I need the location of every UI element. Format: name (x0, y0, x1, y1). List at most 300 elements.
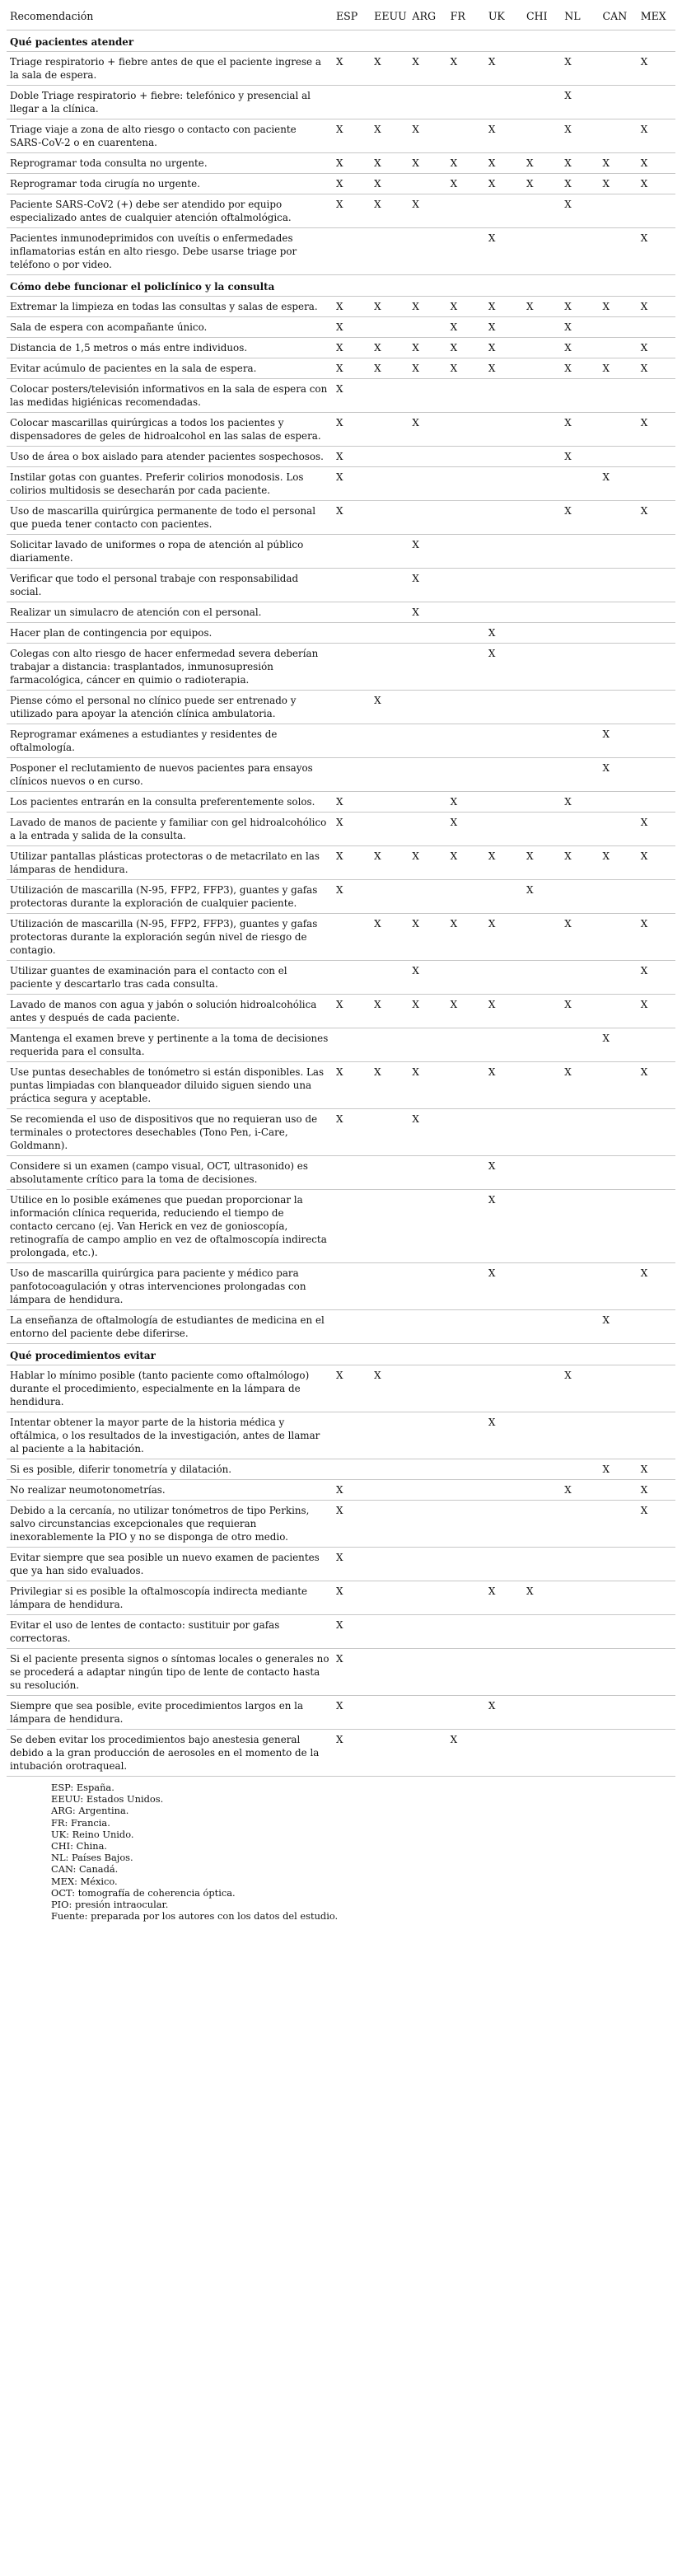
mark-cell-nl (561, 1459, 599, 1480)
mark-cell-uk: X (485, 914, 523, 961)
mark-cell-chi (523, 1615, 561, 1649)
mark-cell-chi (523, 1649, 561, 1696)
mark-cell-arg (409, 228, 446, 275)
mark-cell-fr: X (447, 338, 485, 358)
table-row (7, 1480, 675, 1501)
mark-cell-eeuu: X (371, 174, 409, 194)
mark-cell-can (599, 1365, 637, 1412)
mark-cell-esp (333, 623, 371, 644)
mark-cell-chi (523, 792, 561, 813)
mark-cell-uk: X (485, 846, 523, 880)
mark-cell-fr (447, 1696, 485, 1730)
mark-cell-arg (409, 1263, 446, 1310)
table-row (7, 447, 675, 467)
note-line: PIO: presión intraocular. (51, 1899, 169, 1911)
mark-cell-chi (523, 914, 561, 961)
table-row (7, 467, 675, 501)
recommendation-text: Se deben evitar los procedimientos bajo anestesia general debido a la gran producción de aerosoles en el momento de la intubación orotraqueal. (7, 1730, 333, 1777)
note-line: CAN: Canadá. (51, 1863, 119, 1876)
mark-cell-mex (638, 1310, 675, 1344)
mark-cell-chi (523, 1696, 561, 1730)
mark-cell-eeuu: X (371, 52, 409, 86)
mark-cell-uk (485, 792, 523, 813)
mark-cell-can (599, 228, 637, 275)
recommendation-text: Evitar acúmulo de pacientes en la sala de espera. (7, 358, 333, 379)
mark-cell-esp: X (333, 358, 371, 379)
mark-cell-nl (561, 1696, 599, 1730)
mark-cell-chi: X (523, 153, 561, 174)
mark-cell-arg (409, 623, 446, 644)
table-row (7, 1730, 675, 1777)
mark-cell-nl: X (561, 914, 599, 961)
section-header-row (7, 30, 675, 52)
mark-cell-can (599, 1615, 637, 1649)
mark-cell-chi (523, 602, 561, 623)
mark-cell-fr (447, 724, 485, 758)
mark-cell-esp: X (333, 174, 371, 194)
mark-cell-mex (638, 1615, 675, 1649)
section-header-row (7, 275, 675, 297)
mark-cell-uk (485, 724, 523, 758)
mark-cell-nl: X (561, 846, 599, 880)
mark-cell-nl: X (561, 792, 599, 813)
mark-cell-fr: X (447, 153, 485, 174)
mark-cell-esp (333, 1156, 371, 1190)
mark-cell-can (599, 1501, 637, 1548)
mark-cell-mex (638, 379, 675, 413)
mark-cell-chi (523, 1548, 561, 1581)
mark-cell-can (599, 1412, 637, 1459)
mark-cell-nl: X (561, 194, 599, 228)
mark-cell-mex (638, 467, 675, 501)
recommendation-text: No realizar neumotonometrías. (7, 1480, 333, 1501)
mark-cell-chi (523, 52, 561, 86)
mark-cell-eeuu (371, 317, 409, 338)
mark-cell-chi (523, 961, 561, 995)
mark-cell-eeuu (371, 758, 409, 792)
header-country-esp: ESP (333, 5, 371, 30)
mark-cell-mex: X (638, 338, 675, 358)
mark-cell-arg (409, 501, 446, 535)
mark-cell-fr (447, 691, 485, 724)
mark-cell-chi (523, 358, 561, 379)
mark-cell-can (599, 792, 637, 813)
table-row (7, 846, 675, 880)
mark-cell-chi (523, 1459, 561, 1480)
mark-cell-uk (485, 501, 523, 535)
recommendation-text: Extremar la limpieza en todas las consultas y salas de espera. (7, 297, 333, 317)
mark-cell-uk (485, 379, 523, 413)
mark-cell-esp (333, 691, 371, 724)
mark-cell-fr: X (447, 358, 485, 379)
mark-cell-can (599, 1649, 637, 1696)
mark-cell-nl (561, 623, 599, 644)
mark-cell-eeuu (371, 813, 409, 846)
mark-cell-uk: X (485, 338, 523, 358)
table-row (7, 1548, 675, 1581)
mark-cell-mex (638, 1730, 675, 1777)
table-row (7, 623, 675, 644)
mark-cell-mex (638, 569, 675, 602)
mark-cell-nl (561, 535, 599, 569)
mark-cell-mex (638, 880, 675, 914)
table-row (7, 228, 675, 275)
mark-cell-mex (638, 792, 675, 813)
mark-cell-arg: X (409, 194, 446, 228)
mark-cell-fr: X (447, 52, 485, 86)
mark-cell-mex: X (638, 52, 675, 86)
header-country-chi: CHI (523, 5, 561, 30)
mark-cell-fr (447, 379, 485, 413)
mark-cell-uk (485, 1548, 523, 1581)
recommendation-text: Triage respiratorio + fiebre antes de que el paciente ingrese a la sala de espera. (7, 52, 333, 86)
recommendation-text: Hacer plan de contingencia por equipos. (7, 623, 333, 644)
mark-cell-can (599, 602, 637, 623)
mark-cell-uk (485, 880, 523, 914)
mark-cell-mex (638, 317, 675, 338)
mark-cell-can (599, 623, 637, 644)
mark-cell-eeuu (371, 467, 409, 501)
note-line: ARG: Argentina. (51, 1805, 129, 1817)
mark-cell-can: X (599, 358, 637, 379)
mark-cell-fr (447, 758, 485, 792)
recommendation-text: Utilizar pantallas plásticas protectoras o de metacrilato en las lámparas de hendidura. (7, 846, 333, 880)
mark-cell-can: X (599, 297, 637, 317)
mark-cell-nl: X (561, 995, 599, 1028)
mark-cell-mex: X (638, 914, 675, 961)
mark-cell-nl (561, 644, 599, 691)
mark-cell-eeuu (371, 501, 409, 535)
mark-cell-fr (447, 413, 485, 447)
mark-cell-chi (523, 317, 561, 338)
note-line: ESP: España. (51, 1782, 114, 1793)
mark-cell-uk (485, 691, 523, 724)
recommendation-text: Piense cómo el personal no clínico puede ser entrenado y utilizado para apoyar la atención clínica ambulatoria. (7, 691, 333, 724)
recommendation-text: Lavado de manos con agua y jabón o solución hidroalcohólica antes y después de cada paciente. (7, 995, 333, 1028)
mark-cell-arg (409, 813, 446, 846)
mark-cell-fr: X (447, 1730, 485, 1777)
table-row (7, 758, 675, 792)
recommendation-text: Si es posible, diferir tonometría y dilatación. (7, 1459, 333, 1480)
mark-cell-esp: X (333, 194, 371, 228)
mark-cell-can (599, 1696, 637, 1730)
mark-cell-can (599, 1156, 637, 1190)
mark-cell-uk (485, 1649, 523, 1696)
recommendation-text: Paciente SARS-CoV2 (+) debe ser atendido por equipo especializado antes de cualquier atención oftalmológica. (7, 194, 333, 228)
recommendation-text: Use puntas desechables de tonómetro si están disponibles. Las puntas limpiadas con blanqueador diluido siguen siendo una práctica segura y aceptable. (7, 1062, 333, 1109)
mark-cell-arg (409, 467, 446, 501)
header-recommendation: Recomendación (7, 5, 333, 30)
mark-cell-chi (523, 1310, 561, 1344)
mark-cell-eeuu (371, 792, 409, 813)
mark-cell-mex: X (638, 1501, 675, 1548)
mark-cell-fr: X (447, 846, 485, 880)
mark-cell-esp (333, 961, 371, 995)
mark-cell-nl: X (561, 1062, 599, 1109)
table-row (7, 1156, 675, 1190)
mark-cell-esp: X (333, 413, 371, 447)
mark-cell-eeuu (371, 644, 409, 691)
recommendation-text: Uso de mascarilla quirúrgica permanente de todo el personal que pueda tener contacto con pacientes. (7, 501, 333, 535)
recommendation-text: Debido a la cercanía, no utilizar tonómetros de tipo Perkins, salvo circunstancias excepcionales que requieran inexorablemente la PIO y no se disponga de otro medio. (7, 1501, 333, 1548)
table-row (7, 1412, 675, 1459)
recommendation-text: Siempre que sea posible, evite procedimientos largos en la lámpara de hendidura. (7, 1696, 333, 1730)
mark-cell-nl: X (561, 317, 599, 338)
mark-cell-can (599, 961, 637, 995)
note-line: OCT: tomografía de coherencia óptica. (51, 1886, 236, 1899)
mark-cell-chi (523, 1062, 561, 1109)
table-row (7, 813, 675, 846)
mark-cell-arg: X (409, 1062, 446, 1109)
recommendation-text: Doble Triage respiratorio + fiebre: telefónico y presencial al llegar a la clínica. (7, 86, 333, 119)
mark-cell-nl (561, 1028, 599, 1062)
mark-cell-arg (409, 1190, 446, 1263)
mark-cell-nl (561, 602, 599, 623)
mark-cell-nl (561, 569, 599, 602)
mark-cell-fr (447, 535, 485, 569)
table-row (7, 1109, 675, 1156)
mark-cell-eeuu (371, 602, 409, 623)
mark-cell-chi (523, 119, 561, 153)
mark-cell-esp (333, 644, 371, 691)
note-line: NL: Países Bajos. (51, 1852, 133, 1864)
note-line: CHI: China. (51, 1840, 108, 1852)
mark-cell-fr (447, 1412, 485, 1459)
mark-cell-esp (333, 86, 371, 119)
mark-cell-esp: X (333, 379, 371, 413)
mark-cell-fr (447, 623, 485, 644)
mark-cell-chi: X (523, 1581, 561, 1615)
mark-cell-can: X (599, 846, 637, 880)
mark-cell-mex: X (638, 358, 675, 379)
mark-cell-fr: X (447, 813, 485, 846)
mark-cell-fr: X (447, 174, 485, 194)
mark-cell-uk (485, 1459, 523, 1480)
mark-cell-esp (333, 724, 371, 758)
mark-cell-uk: X (485, 119, 523, 153)
mark-cell-mex: X (638, 1459, 675, 1480)
recommendation-text: Si el paciente presenta signos o síntomas locales o generales no se procederá a adaptar ningún tipo de lente de contacto hasta su resolución. (7, 1649, 333, 1696)
mark-cell-eeuu (371, 1501, 409, 1548)
mark-cell-fr (447, 447, 485, 467)
recommendation-text: Utilice en lo posible exámenes que puedan proporcionar la información clínica requerida, reduciendo el tiempo de contacto cercano (ej. Van Herick en vez de gonioscopía, retinografía de campo amplio en vez de oftalmoscopía indirecta prolongada, etc.). (7, 1190, 333, 1263)
mark-cell-nl (561, 1615, 599, 1649)
mark-cell-fr (447, 880, 485, 914)
mark-cell-fr (447, 1581, 485, 1615)
table-row (7, 413, 675, 447)
header-country-arg: ARG (409, 5, 446, 30)
mark-cell-can (599, 86, 637, 119)
mark-cell-esp (333, 1412, 371, 1459)
mark-cell-eeuu: X (371, 1062, 409, 1109)
mark-cell-esp: X (333, 1062, 371, 1109)
mark-cell-eeuu (371, 1730, 409, 1777)
mark-cell-arg: X (409, 961, 446, 995)
mark-cell-arg (409, 174, 446, 194)
mark-cell-arg: X (409, 569, 446, 602)
recommendation-text: Mantenga el examen breve y pertinente a la toma de decisiones requerida para el consulta. (7, 1028, 333, 1062)
table-row (7, 338, 675, 358)
mark-cell-can: X (599, 758, 637, 792)
mark-cell-uk (485, 758, 523, 792)
mark-cell-eeuu: X (371, 153, 409, 174)
mark-cell-can (599, 413, 637, 447)
mark-cell-eeuu (371, 1190, 409, 1263)
mark-cell-chi (523, 86, 561, 119)
mark-cell-mex: X (638, 846, 675, 880)
section-header-row (7, 1344, 675, 1365)
section-title: Qué procedimientos evitar (7, 1344, 675, 1365)
mark-cell-can: X (599, 1459, 637, 1480)
mark-cell-chi: X (523, 880, 561, 914)
mark-cell-arg: X (409, 358, 446, 379)
mark-cell-nl: X (561, 86, 599, 119)
mark-cell-uk (485, 1365, 523, 1412)
mark-cell-can (599, 1730, 637, 1777)
mark-cell-uk: X (485, 1696, 523, 1730)
table-row (7, 792, 675, 813)
table-row (7, 602, 675, 623)
section-title: Qué pacientes atender (7, 30, 675, 52)
mark-cell-esp: X (333, 119, 371, 153)
mark-cell-eeuu (371, 880, 409, 914)
mark-cell-esp (333, 758, 371, 792)
mark-cell-chi (523, 995, 561, 1028)
mark-cell-can (599, 914, 637, 961)
mark-cell-can (599, 1548, 637, 1581)
mark-cell-uk (485, 1615, 523, 1649)
mark-cell-esp (333, 914, 371, 961)
table-row (7, 1310, 675, 1344)
mark-cell-nl: X (561, 174, 599, 194)
mark-cell-nl: X (561, 501, 599, 535)
mark-cell-uk: X (485, 52, 523, 86)
table-row (7, 1501, 675, 1548)
recommendation-text: Reprogramar exámenes a estudiantes y residentes de oftalmología. (7, 724, 333, 758)
recommendation-text: Colegas con alto riesgo de hacer enfermedad severa deberían trabajar a distancia: trasplantados, inmunosupresión farmacológica, cáncer en quimio o radioterapia. (7, 644, 333, 691)
mark-cell-eeuu: X (371, 297, 409, 317)
mark-cell-esp: X (333, 338, 371, 358)
mark-cell-eeuu: X (371, 914, 409, 961)
table-row (7, 153, 675, 174)
mark-cell-chi (523, 194, 561, 228)
table-row (7, 995, 675, 1028)
recommendation-text: Uso de mascarilla quirúrgica para paciente y médico para panfotocoagulación y otras intervenciones prolongadas con lámpara de hendidura. (7, 1263, 333, 1310)
mark-cell-can (599, 501, 637, 535)
mark-cell-fr (447, 1263, 485, 1310)
mark-cell-uk (485, 447, 523, 467)
mark-cell-fr (447, 228, 485, 275)
mark-cell-chi (523, 569, 561, 602)
mark-cell-can (599, 995, 637, 1028)
mark-cell-uk (485, 569, 523, 602)
mark-cell-uk (485, 1730, 523, 1777)
mark-cell-arg: X (409, 413, 446, 447)
mark-cell-can (599, 1263, 637, 1310)
mark-cell-mex (638, 1548, 675, 1581)
mark-cell-mex (638, 602, 675, 623)
table-row (7, 379, 675, 413)
mark-cell-mex: X (638, 1062, 675, 1109)
mark-cell-arg (409, 880, 446, 914)
mark-cell-esp: X (333, 1109, 371, 1156)
mark-cell-fr (447, 501, 485, 535)
mark-cell-mex (638, 644, 675, 691)
mark-cell-fr (447, 467, 485, 501)
mark-cell-eeuu (371, 623, 409, 644)
recommendation-text: Posponer el reclutamiento de nuevos pacientes para ensayos clínicos nuevos o en curso. (7, 758, 333, 792)
mark-cell-fr (447, 1190, 485, 1263)
mark-cell-arg (409, 1501, 446, 1548)
mark-cell-eeuu (371, 1028, 409, 1062)
mark-cell-nl: X (561, 297, 599, 317)
mark-cell-mex (638, 1365, 675, 1412)
mark-cell-esp: X (333, 1730, 371, 1777)
mark-cell-eeuu (371, 724, 409, 758)
recommendation-text: Sala de espera con acompañante único. (7, 317, 333, 338)
mark-cell-mex: X (638, 1263, 675, 1310)
mark-cell-chi (523, 1365, 561, 1412)
mark-cell-eeuu (371, 1109, 409, 1156)
note-line: FR: Francia. (51, 1816, 110, 1829)
mark-cell-fr (447, 1548, 485, 1581)
mark-cell-eeuu (371, 569, 409, 602)
mark-cell-chi (523, 691, 561, 724)
mark-cell-uk (485, 813, 523, 846)
mark-cell-chi (523, 379, 561, 413)
mark-cell-nl (561, 758, 599, 792)
mark-cell-eeuu (371, 1263, 409, 1310)
mark-cell-nl: X (561, 1365, 599, 1412)
mark-cell-uk (485, 1109, 523, 1156)
mark-cell-esp: X (333, 1615, 371, 1649)
mark-cell-chi (523, 1730, 561, 1777)
mark-cell-fr (447, 961, 485, 995)
mark-cell-eeuu (371, 961, 409, 995)
table-row (7, 297, 675, 317)
mark-cell-can: X (599, 174, 637, 194)
recommendation-text: Reprogramar toda cirugía no urgente. (7, 174, 333, 194)
mark-cell-can: X (599, 467, 637, 501)
mark-cell-arg (409, 86, 446, 119)
mark-cell-uk: X (485, 228, 523, 275)
mark-cell-esp: X (333, 846, 371, 880)
mark-cell-arg (409, 1028, 446, 1062)
note-line: MEX: México. (51, 1875, 118, 1887)
mark-cell-chi (523, 1109, 561, 1156)
mark-cell-uk: X (485, 1156, 523, 1190)
table-row (7, 358, 675, 379)
mark-cell-uk (485, 1028, 523, 1062)
mark-cell-chi (523, 1480, 561, 1501)
mark-cell-chi (523, 535, 561, 569)
table-body (7, 30, 675, 1777)
mark-cell-can: X (599, 1310, 637, 1344)
mark-cell-nl: X (561, 413, 599, 447)
mark-cell-nl (561, 228, 599, 275)
mark-cell-uk (485, 194, 523, 228)
mark-cell-can (599, 1190, 637, 1263)
mark-cell-esp (333, 535, 371, 569)
recommendation-text: Uso de área o box aislado para atender pacientes sospechosos. (7, 447, 333, 467)
mark-cell-nl (561, 1501, 599, 1548)
mark-cell-arg (409, 1548, 446, 1581)
mark-cell-can (599, 1062, 637, 1109)
mark-cell-chi (523, 1501, 561, 1548)
mark-cell-eeuu: X (371, 338, 409, 358)
recommendation-text: La enseñanza de oftalmología de estudiantes de medicina en el entorno del paciente debe diferirse. (7, 1310, 333, 1344)
mark-cell-esp: X (333, 501, 371, 535)
